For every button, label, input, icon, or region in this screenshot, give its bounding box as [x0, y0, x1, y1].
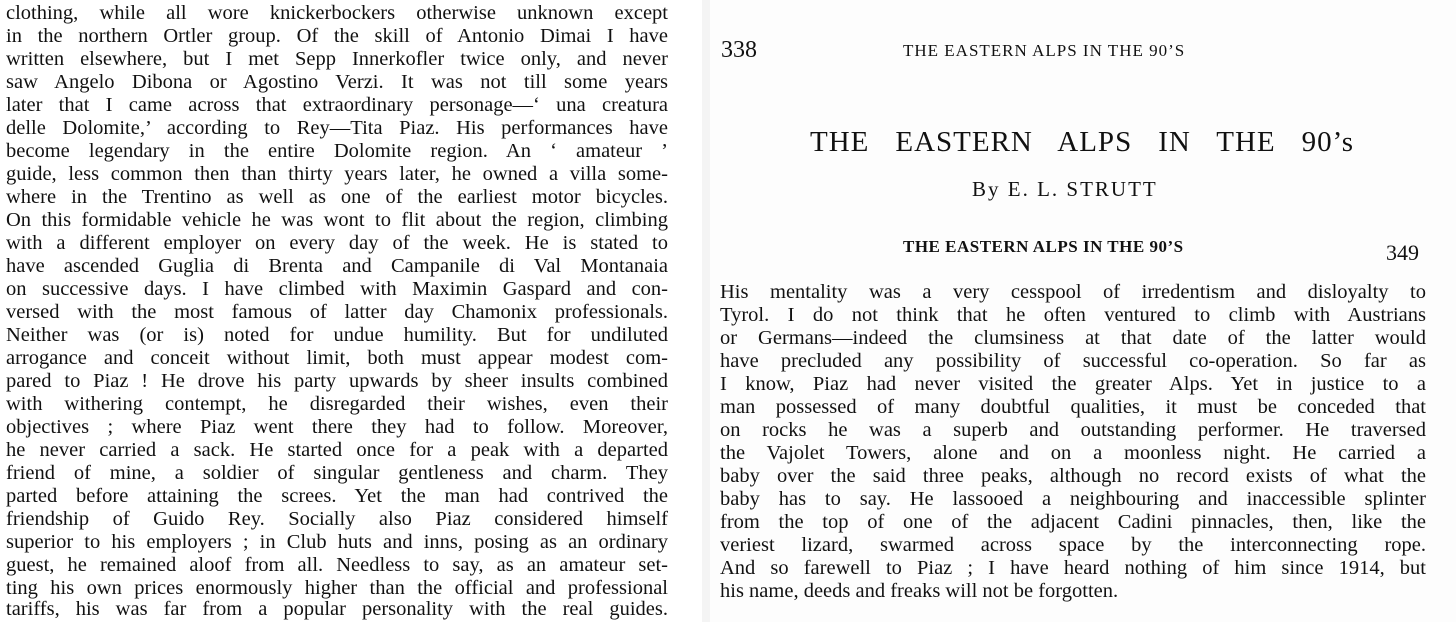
- right-line-5: I know, Piaz had never visited the greater Alps. Yet in justice to a: [720, 373, 1426, 395]
- page-number-338: 338: [721, 37, 757, 63]
- left-line-4: saw Angelo Dibona or Agostino Verzi. It was not till some years: [6, 71, 668, 93]
- left-line-1: clothing, while all wore knickerbockers otherwise unknown except: [6, 2, 668, 24]
- right-line-4: have precluded any possibility of successful co-operation. So far as: [720, 350, 1426, 372]
- running-head-top: THE EASTERN ALPS IN THE 90’S: [903, 41, 1186, 60]
- left-line-6: delle Dolomite,’ according to Rey—Tita Piaz. His performances have: [6, 117, 668, 139]
- left-line-23: friendship of Guido Rey. Socially also Piaz considered himself: [6, 508, 668, 530]
- left-line-11: with a different employer on every day of the week. He is stated to: [6, 232, 668, 254]
- left-line-8: guide, less common then than thirty years later, he owned a villa some-: [6, 163, 668, 185]
- left-line-17: pared to Piaz ! He drove his party upwards by sheer insults combined: [6, 370, 668, 392]
- right-line-14: his name, deeds and freaks will not be forgotten.: [720, 580, 1119, 602]
- page-number-349: 349: [1386, 240, 1419, 265]
- left-line-3: written elsewhere, but I met Sepp Innerkofler twice only, and never: [6, 48, 668, 70]
- left-line-9: where in the Trentino as well as one of the earliest motor bicycles.: [6, 186, 668, 208]
- right-line-1: His mentality was a very cesspool of irredentism and disloyalty to: [720, 281, 1426, 303]
- right-page-text-block: [710, 0, 1456, 622]
- right-line-3: or Germans—indeed the clumsiness at that date of the latter would: [720, 327, 1426, 349]
- left-line-19: objectives ; where Piaz went there they had to follow. Moreover,: [6, 416, 668, 438]
- left-line-18: with withering contempt, he disregarded their wishes, even their: [6, 393, 668, 415]
- article-title: THE EASTERN ALPS IN THE 90’s: [810, 126, 1354, 158]
- right-line-9: baby over the said three peaks, although no record exists of what the: [720, 465, 1426, 487]
- article-byline: By E. L. STRUTT: [972, 177, 1158, 201]
- left-line-10: On this formidable vehicle he was wont to flit about the region, climbing: [6, 209, 668, 231]
- left-line-15: Neither was (or is) noted for undue humility. But for undiluted: [6, 324, 668, 346]
- left-line-12: have ascended Guglia di Brenta and Campanile di Val Montanaia: [6, 255, 668, 277]
- right-line-13: And so farewell to Piaz ; I have heard nothing of him since 1914, but: [720, 557, 1426, 579]
- right-line-12: veriest lizard, swarmed across space by the interconnecting rope.: [720, 534, 1426, 556]
- page-gutter-divider: [702, 0, 710, 622]
- right-line-11: from the top of one of the adjacent Cadini pinnacles, then, like the: [720, 511, 1426, 533]
- left-line-22: parted before attaining the screes. Yet the man had contrived the: [6, 485, 668, 507]
- left-line-13: on successive days. I have climbed with Maximin Gaspard and con-: [6, 278, 668, 300]
- right-line-2: Tyrol. I do not think that he often ventured to climb with Austrians: [720, 304, 1426, 326]
- right-line-8: the Vajolet Towers, alone and on a moonless night. He carried a: [720, 442, 1426, 464]
- right-line-6: man possessed of many doubtful qualities, it must be conceded that: [720, 396, 1426, 418]
- left-line-16: arrogance and conceit without limit, both must appear modest com-: [6, 347, 668, 369]
- left-line-2: in the northern Ortler group. Of the skill of Antonio Dimai I have: [6, 25, 668, 47]
- left-line-27: tariffs, his was far from a popular personality with the real guides.: [6, 598, 668, 620]
- right-line-7: on rocks he was a superb and outstanding performer. He traversed: [720, 419, 1426, 441]
- left-line-24: superior to his employers ; in Club huts and inns, posing as an ordinary: [6, 531, 668, 553]
- running-head-second: THE EASTERN ALPS IN THE 90’S: [903, 237, 1184, 256]
- left-page-text-block: [0, 0, 702, 622]
- left-line-14: versed with the most famous of latter day Chamonix professionals.: [6, 301, 668, 323]
- left-line-25: guest, he remained aloof from all. Needless to say, as an amateur set-: [6, 554, 668, 576]
- left-line-26: ting his own prices enormously higher than the official and professional: [6, 577, 668, 599]
- left-line-20: he never carried a sack. He started once for a peak with a departed: [6, 439, 668, 461]
- left-line-5: later that I came across that extraordinary personage—‘ una creatura: [6, 94, 668, 116]
- left-line-7: become legendary in the entire Dolomite region. An ‘ amateur ’: [6, 140, 668, 162]
- right-line-10: baby has to say. He lassooed a neighbouring and inaccessible splinter: [720, 488, 1426, 510]
- left-line-21: friend of mine, a soldier of singular gentleness and charm. They: [6, 462, 668, 484]
